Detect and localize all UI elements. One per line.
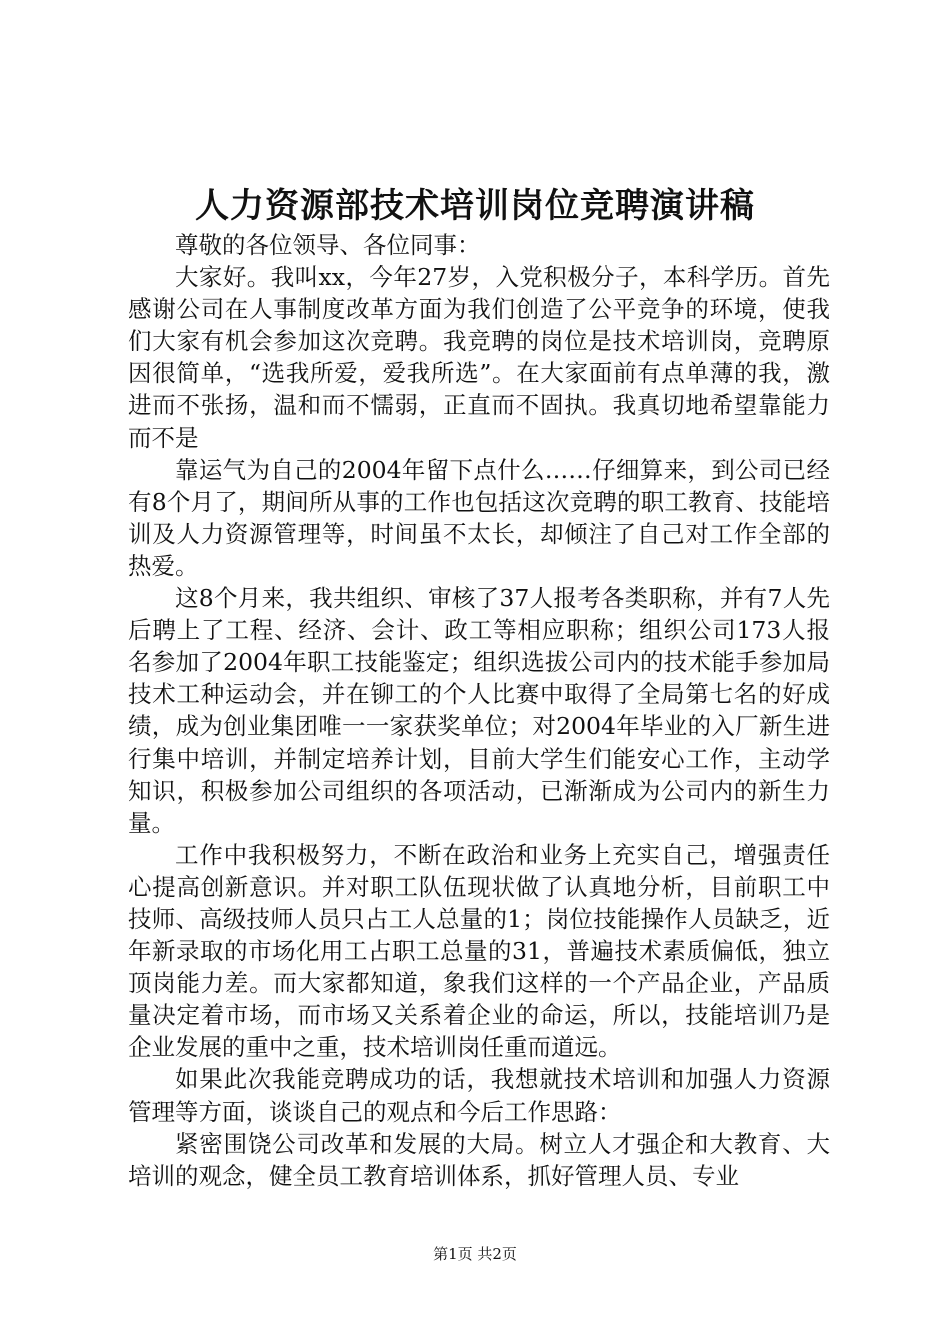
paragraph-plan-intro: 如果此次我能竞聘成功的话，我想就技术培训和加强人力资源管理等方面，谈谈自己的观点和今后工作思路： [128, 1065, 830, 1126]
paragraph-analysis: 工作中我积极努力，不断在政治和业务上充实自己，增强责任心提高创新意识。并对职工队伍现状做了认真地分析，目前职工中技师、高级技师人员只占工人总量的1；岗位技能操作人员缺乏，近年新录取的市场化用工占职工总量的31，普遍技术素质偏低，独立顶岗能力差。而大家都知道，象我们这样的一个产品企业，产品质量决定着市场，而市场又关系着企业的命运，所以，技能培训乃是企业发展的重中之重，技术培训岗任重而道远。 [128, 840, 830, 1062]
paragraph-introduction: 大家好。我叫xx，今年27岁，入党积极分子，本科学历。首先感谢公司在人事制度改革方面为我们创造了公平竞争的环境，使我们大家有机会参加这次竞聘。我竞聘的岗位是技术培训岗，竞聘原因很简单，“选我所爱，爱我所选”。在大家面前有点单薄的我，激进而不张扬，温和而不懦弱，正直而不固执。我真切地希望靠能力而不是 [128, 263, 830, 452]
paragraph-plan-first-point: 紧密围饶公司改革和发展的大局。树立人才强企和大教育、大培训的观念，健全员工教育培训体系，抓好管理人员、专业 [128, 1129, 830, 1190]
document-body [128, 229, 830, 1192]
paragraph-achievements: 这8个月来，我共组织、审核了37人报考各类职称，并有7人先后聘上了工程、经济、会计、政工等相应职称；组织公司173人报名参加了2004年职工技能鉴定；组织选拔公司内的技术能手参加局技术工种运动会，并在铆工的个人比赛中取得了全局第七名的好成绩，成为创业集团唯一一家获奖单位；对2004年毕业的入厂新生进行集中培训，并制定培养计划，目前大学生们能安心工作，主动学知识，积极参加公司组织的各项活动，已渐渐成为公司内的新生力量。 [128, 584, 830, 837]
paragraph-salutation: 尊敬的各位领导、各位同事： [175, 231, 481, 259]
page-number-footer: 第1页 共2页 [433, 1245, 517, 1263]
document-title: 人力资源部技术培训岗位竞聘演讲稿 [195, 186, 755, 226]
paragraph-experience: 靠运气为自己的2004年留下点什么……仔细算来，到公司已经有8个月了，期间所从事的工作也包括这次竞聘的职工教育、技能培训及人力资源管理等，时间虽不太长，却倾注了自己对工作全部的热爱。 [128, 455, 830, 580]
